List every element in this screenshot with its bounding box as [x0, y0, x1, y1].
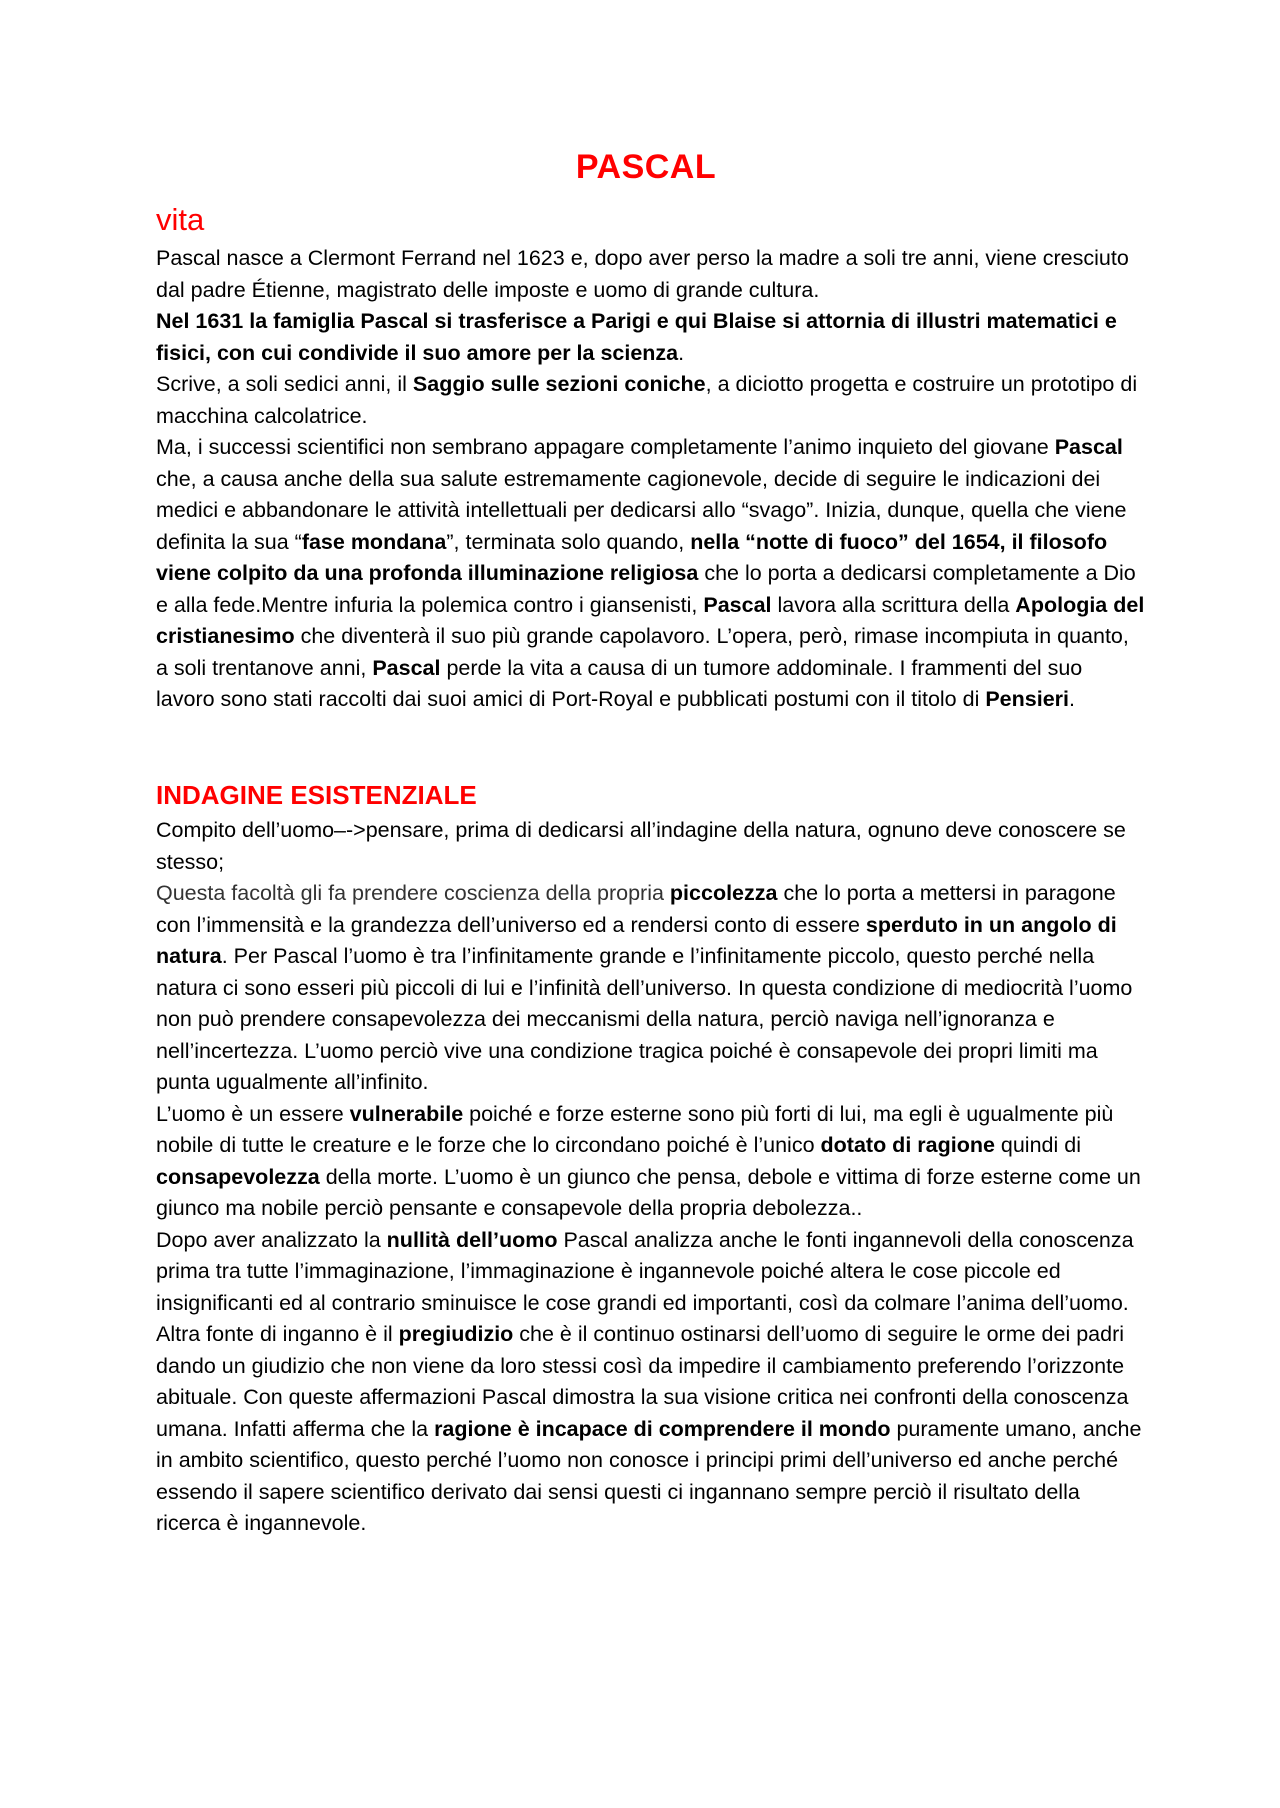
- page-title: PASCAL: [575, 148, 717, 186]
- bold-text: Saggio sulle sezioni coniche: [412, 372, 706, 396]
- section-heading-indagine: INDAGINE ESISTENZIALE: [156, 780, 477, 810]
- bold-text: dotato di ragione: [820, 1133, 995, 1157]
- text: . Per Pascal l’uomo è tra l’infinitamente grande e l’infinitamente piccolo, questo perché nella natura ci sono esseri più piccoli di lui e l’infinità dell’universo. In questa condizione di mediocrità l’uomo non può prendere consapevolezza dei meccanismi della natura, perciò naviga nell’ignoranza e nell’incertezza. L’uomo perciò vive una condizione tragica poiché è consapevole dei propri limiti ma punta ugualmente all’infinito.: [156, 944, 1133, 1094]
- text: della morte. L’uomo è un giunco che pensa, debole e vittima di forze esterne come un giunco ma nobile perciò pensante e consapevole della propria debolezza..: [156, 1164, 1141, 1220]
- text: Pascal analizza anche le fonti ingannevoli della conoscenza prima tra tutte l’immaginazione, l’immaginazione è ingannevole poiché altera le cose piccole ed insignificanti ed al contrario sminuisce le cose grandi ed importanti, così da colmare l’anima dell’uomo. Altra fonte di inganno è il: [156, 1227, 1134, 1346]
- bold-text: Pascal: [1054, 435, 1123, 459]
- paragraph: [156, 1225, 1146, 1540]
- bold-text: Pascal: [703, 592, 772, 617]
- bold-text: consapevolezza: [156, 1164, 320, 1189]
- text: poiché e forze esterne sono più forti di lui, ma egli è ugualmente più nobile di tutte le creature e le forze che lo circondano poiché è l’unico: [156, 1101, 1114, 1157]
- bold-text: sperduto in un angolo di natura: [156, 912, 1117, 968]
- text: .: [1069, 687, 1075, 711]
- text: Dopo aver analizzato la: [156, 1227, 387, 1252]
- paragraph: [156, 432, 1146, 716]
- bold-text: nella “notte di fuoco” del 1654, il filosofo viene colpito da una profonda illuminazione religiosa: [156, 529, 1108, 585]
- bold-text: Pensieri: [985, 687, 1069, 711]
- text: puramente umano, anche in ambito scientifico, questo perché l’uomo non conosce i principi primi dell’universo ed anche perché essendo il sapere scientifico derivato dai sensi questi ci ingannano sempre perciò il risultato della ricerca è ingannevole.: [156, 1416, 1142, 1535]
- bold-text: nullità dell’uomo: [386, 1227, 558, 1252]
- text: L’uomo è un essere: [156, 1101, 350, 1126]
- bold-text: pregiudizio: [398, 1322, 514, 1346]
- text: Questa facoltà gli fa prendere coscienza della propria: [156, 881, 670, 905]
- paragraph: [156, 369, 1146, 432]
- bold-text: Pascal: [372, 655, 441, 680]
- text: che, a causa anche della sua salute estremamente cagionevole, decide di seguire le indicazioni dei medici e abbandonare le attività intellettuali per dedicarsi allo “svago”. Inizia, dunque, quella che viene definita la sua “: [156, 466, 1127, 554]
- text: ”, terminata solo quando,: [446, 529, 691, 554]
- text: .: [678, 340, 685, 365]
- bold-text: Apologia del cristianesimo: [156, 592, 1145, 648]
- section-indagine-body: [156, 815, 1146, 1540]
- paragraph: [156, 306, 1146, 369]
- bold-text: Nel 1631 la famiglia Pascal si trasferisce a Parigi e qui Blaise si attornia di illustri matematici e fisici, con cui condivide il suo amore per la scienza: [156, 309, 1117, 365]
- text: che lo porta a dedicarsi completamente a Dio e alla fede.Mentre infuria la polemica contro i giansenisti,: [156, 561, 1136, 617]
- bold-text: fase mondana: [301, 529, 447, 554]
- text: quindi di: [994, 1133, 1081, 1157]
- section-heading-vita: vita: [156, 202, 205, 237]
- bold-text: vulnerabile: [349, 1101, 464, 1126]
- text: perde la vita a causa di un tumore addominale. I frammenti del suo lavoro sono stati raccolti dai suoi amici di Port-Royal e pubblicati postumi con il titolo di: [156, 655, 1083, 711]
- text: che lo porta a mettersi in paragone con l’immensità e la grandezza dell’universo ed a rendersi conto di essere: [156, 881, 1116, 937]
- paragraph: Compito dell’uomo–->pensare, prima di dedicarsi all’indagine della natura, ognuno deve conoscere se stesso;: [156, 818, 1126, 874]
- paragraph: [156, 878, 1146, 1099]
- paragraph: [156, 1099, 1146, 1225]
- text: lavora alla scrittura della: [771, 592, 1016, 617]
- text: che è il continuo ostinarsi dell’uomo di seguire le orme dei padri dando un giudizio che non viene da loro stessi così da impedire il cambiamento preferendo l’orizzonte abituale. Con queste affermazioni Pascal dimostra la sua visione critica nei confronti della conoscenza umana. Infatti afferma che la: [156, 1322, 1129, 1441]
- text: Ma, i successi scientifici non sembrano appagare completamente l’animo inquieto del giovane: [156, 435, 1055, 459]
- section-vita-body: [156, 243, 1146, 716]
- text: Scrive, a soli sedici anni, il: [156, 372, 413, 396]
- text: , a diciotto progetta e costruire un prototipo di macchina calcolatrice.: [156, 372, 1138, 428]
- paragraph: Pascal nasce a Clermont Ferrand nel 1623 e, dopo aver perso la madre a soli tre anni, viene cresciuto dal padre Étienne, magistrato delle imposte e uomo di grande cultura.: [156, 246, 1129, 302]
- bold-text: ragione è incapace di comprendere il mondo: [434, 1416, 891, 1441]
- text: che diventerà il suo più grande capolavoro. L’opera, però, rimase incompiuta in quanto, a soli trentanove anni,: [156, 624, 1129, 680]
- bold-text: piccolezza: [669, 881, 778, 905]
